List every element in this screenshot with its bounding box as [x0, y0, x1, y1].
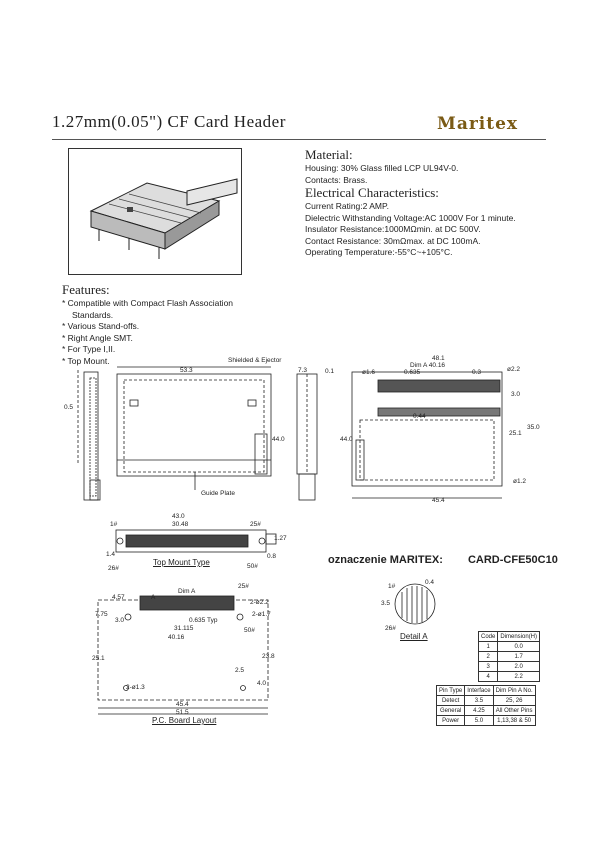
table-header: Pin Type — [437, 686, 465, 696]
detail-dim-0-4: 0.4 — [425, 579, 435, 586]
dim-23-8: 23.8 — [262, 653, 275, 660]
dimension-table — [478, 631, 540, 682]
pin-50: 50# — [247, 563, 258, 570]
table-cell: 25, 26 — [493, 696, 535, 706]
material-line: Housing: 30% Glass filled LCP UL94V-0. — [305, 163, 459, 173]
dim-3-0: 3.0 — [511, 391, 521, 398]
feature-item: * Right Angle SMT. — [62, 332, 133, 343]
table-cell: 2.0 — [498, 662, 540, 672]
front-view — [117, 367, 271, 490]
dim-0-5: 0.5 — [64, 404, 74, 411]
table-row — [479, 652, 540, 662]
dim-31-115: 31.115 — [174, 625, 194, 632]
pin-50-pcb: 50# — [244, 627, 255, 634]
dim-2-phi-1-3: 2-ø1.3 — [126, 684, 145, 691]
dim-43-0: 43.0 — [172, 513, 185, 520]
electrical-line: Current Rating:2 AMP. — [305, 201, 389, 211]
dim-4-0: 4.0 — [257, 680, 267, 687]
feature-item: Standards. — [72, 309, 114, 320]
dim-45-4: 45.4 — [432, 497, 445, 504]
dim-44-front: 44.0 — [272, 436, 285, 443]
table-cell: 5.0 — [465, 716, 493, 726]
table-cell: 3.5 — [465, 696, 493, 706]
electrical-line: Insulator Resistance:1000MΩmin. at DC 500V. — [305, 224, 481, 234]
dim-30-48: 30.48 — [172, 521, 189, 528]
maritex-code-value: CARD-CFE50C10 — [467, 554, 558, 566]
dim-a-40-16: Dim A 40.16 — [410, 362, 446, 369]
table-row — [437, 696, 536, 706]
pin-25-pcb: 25# — [238, 583, 249, 590]
feature-item: * For Type I,II. — [62, 344, 116, 354]
table-header: Interface — [465, 686, 493, 696]
rear-view — [352, 372, 502, 498]
maritex-code — [328, 554, 580, 566]
table-row — [437, 686, 536, 696]
table-cell: 4.25 — [465, 706, 493, 716]
table-cell: General — [437, 706, 465, 716]
dim-phi-1-2: ø1.2 — [513, 478, 527, 485]
material-line: Contacts: Brass. — [305, 174, 368, 185]
detail-dim-3-5: 3.5 — [381, 600, 391, 607]
table-cell: All Other Pins — [493, 706, 535, 716]
pin-type-table — [436, 685, 536, 726]
side-view-left — [78, 370, 100, 500]
dim-25-1: 25.1 — [509, 430, 522, 437]
detail-pin-1: 1# — [388, 583, 396, 590]
dim-25-1-pcb: 25.1 — [92, 655, 105, 662]
table-cell: 0.0 — [498, 642, 540, 652]
dim-7-3: 7.3 — [298, 367, 308, 374]
dim-7-75: 7.75 — [95, 611, 108, 618]
dim-a: Dim A — [178, 588, 196, 595]
dim-phi-2-2: ø2.2 — [507, 366, 521, 373]
marker-a: A — [151, 594, 156, 601]
feature-item: * Compatible with Compact Flash Association — [62, 298, 234, 308]
side-view-narrow — [297, 374, 317, 500]
pcb-layout-view — [98, 596, 268, 714]
dim-3-0-pcb: 3.0 — [115, 617, 125, 624]
dim-0-635-typ: 0.635 Typ — [189, 617, 218, 624]
pin-1: 1# — [110, 521, 118, 528]
maritex-code-label: oznaczenie MARITEX: — [328, 554, 443, 566]
dim-35-0: 35.0 — [527, 424, 540, 431]
pcb-caption: P.C. Board Layout — [152, 716, 217, 725]
detail-a-view — [395, 584, 435, 624]
shielded-ejector-label: Shielded & Ejector — [228, 357, 282, 364]
detail-pin-26: 26# — [385, 625, 396, 632]
table-cell: 1 — [479, 642, 498, 652]
dim-44-rear: 44.0 — [340, 436, 353, 443]
electrical-line: Operating Temperature:-55°C~+105°C. — [305, 247, 453, 257]
top-mount-caption: Top Mount Type — [153, 558, 210, 567]
table-cell: 1.7 — [498, 652, 540, 662]
table-cell: Power — [437, 716, 465, 726]
table-cell: 4 — [479, 672, 498, 682]
electrical-line: Dielectric Withstanding Voltage:AC 1000V For 1 minute. — [305, 212, 516, 223]
feature-item: * Top Mount. — [62, 355, 110, 366]
material-heading: Material: — [305, 147, 353, 162]
dim-phi-1-6: ø1.6 — [362, 369, 376, 376]
features-heading: Features: — [62, 282, 110, 297]
dim-40-16: 40.16 — [168, 634, 185, 641]
table-header: Code — [479, 632, 498, 642]
dim-2-5: 2.5 — [235, 667, 245, 674]
page-title: 1.27mm(0.05") CF Card Header — [52, 112, 286, 131]
dim-0-635: 0.635 — [404, 369, 421, 376]
dim-1-27: 1.27 — [274, 535, 287, 542]
electrical-line: Contact Resistance: 30mΩmax. at DC 100mA. — [305, 235, 481, 246]
table-row — [479, 672, 540, 682]
dim-2-phi-2-2: 2-ø2.2 — [250, 599, 269, 606]
table-header: Dimension(H) — [498, 632, 540, 642]
table-cell: 1,13,38 & 50 — [493, 716, 535, 726]
dim-45-4-pcb: 45.4 — [176, 701, 189, 708]
dim-0-1: 0.1 — [325, 368, 335, 375]
table-row — [479, 632, 540, 642]
feature-item: * Various Stand-offs. — [62, 321, 140, 331]
dim-0-44: 0.44 — [413, 413, 426, 420]
detail-a-caption: Detail A — [400, 632, 428, 641]
top-mount-view — [116, 530, 276, 552]
brand-logo: Maritex — [437, 114, 519, 134]
table-header: Dim Pin A No. — [493, 686, 535, 696]
table-cell: 2 — [479, 652, 498, 662]
dim-51-5: 51.5 — [176, 709, 189, 716]
table-row — [437, 706, 536, 716]
pin-25: 25# — [250, 521, 261, 528]
dim-0-3: 0.3 — [472, 369, 482, 376]
dim-4-57: 4.57 — [112, 594, 125, 601]
dim-48-1: 48.1 — [432, 355, 445, 362]
guide-plate-label: Guide Plate — [201, 490, 235, 497]
pin-26: 26# — [108, 565, 119, 572]
dim-1-4: 1.4 — [106, 551, 116, 558]
table-row — [437, 716, 536, 726]
table-row — [479, 662, 540, 672]
table-cell: 3 — [479, 662, 498, 672]
table-row — [479, 642, 540, 652]
dim-2-phi-1-7: 2-ø1.7 — [252, 611, 271, 618]
electrical-heading: Electrical Characteristics: — [305, 185, 439, 200]
table-cell: 2.2 — [498, 672, 540, 682]
dim-53-3: 53.3 — [180, 367, 193, 374]
dim-0-8: 0.8 — [267, 553, 277, 560]
table-cell: Detect — [437, 696, 465, 706]
